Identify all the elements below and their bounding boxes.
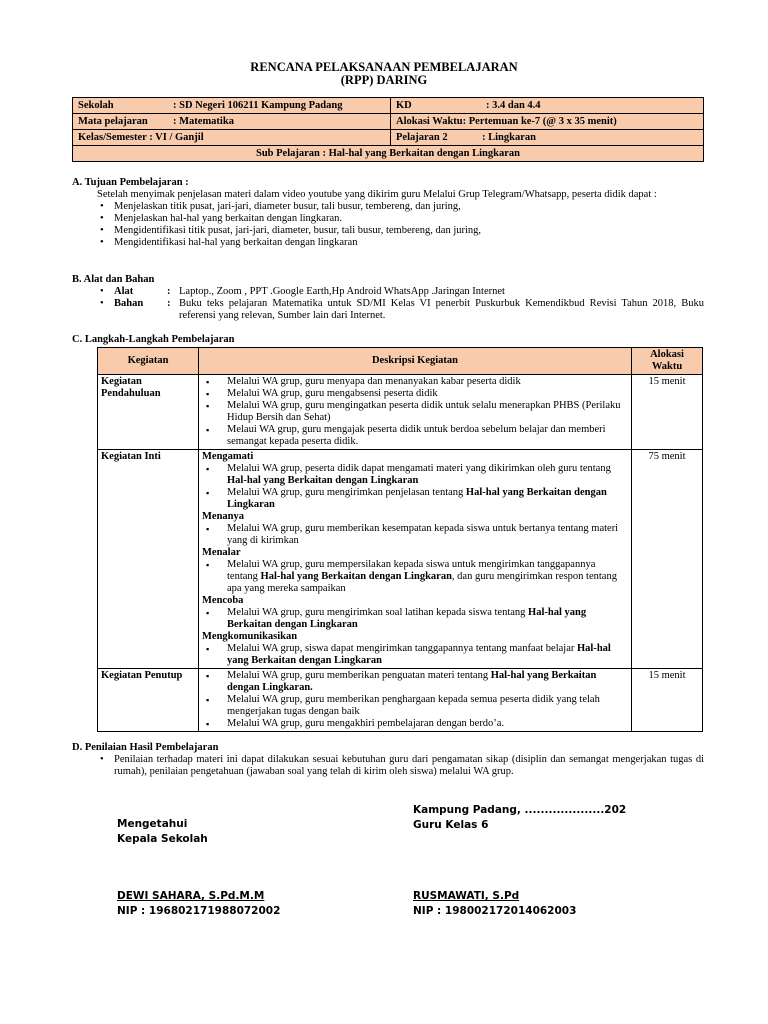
list-item: ▪ Melalui WA grup, guru mengingatkan peserta didik untuk selalu menerapkan PHBS (Perilaku Hidup Bersih dan Sehat) <box>202 400 628 424</box>
document-subtitle: (RPP) DARING <box>340 73 428 87</box>
phase-heading: Menalar <box>202 547 241 558</box>
mapel-cell: Mata pelajaran : Matematika <box>73 114 391 130</box>
list-item: ▪ Melalui WA grup, guru menyapa dan menanyakan kabar peserta didik <box>202 376 628 388</box>
section-b <box>72 274 704 322</box>
phase-heading: Menanya <box>202 511 244 522</box>
guru-name: RUSMAWATI, S.Pd <box>413 890 520 902</box>
objective-list <box>97 201 704 249</box>
list-item: ▪ Melalui WA grup, guru memberikan kesempatan kepada siswa untuk bertanya tentang materi yang di kirimkan <box>202 523 628 547</box>
list-item: ▪ Melalui WA grup, guru mengakhiri pembelajaran dengan berdo’a. <box>202 718 628 730</box>
guru-nip: NIP : 198002172014062003 <box>413 905 577 917</box>
mengetahui-label: Mengetahui <box>117 818 188 830</box>
place-date: Kampung Padang, ....................202 <box>413 804 627 816</box>
bahan-row: • Bahan : Buku teks pelajaran Matematika untuk SD/MI Kelas VI penerbit Puskurbuk Kemendikbud Revisi Tahun 2018, Buku referensi yang relevan, Sumber lain dari Internet. <box>97 298 704 322</box>
list-item: ▪ Melalui WA grup, guru mengabsensi peserta didik <box>202 388 628 400</box>
table-row: Kegiatan Inti Mengamati ▪ Melalui WA grup, peserta didik dapat mengamati materi yang dikirimkan oleh guru tentang Hal-hal yang Berkaitan dengan Lingkaran ▪ Melalui WA grup, guru mengirimkan penjelasan tentang Hal-hal yang Berkaitan dengan Lingkaran Menanya ▪ Melalui WA grup, guru memberikan kesempatan kepada siswa untuk bertanya tentang materi yang di kirimkan Menalar ▪ Melalui WA grup, guru mempersilakan kepada siswa untuk mengirimkan tanggapannya tentang Hal-hal yang Berkaitan dengan Lingkaran, dan guru mengirimkan respon tentang apa yang mereka sampaikan Mencoba ▪ Melalui WA grup, guru mengirimkan soal latihan kepada siswa tentang Hal-hal yang Berkaitan dengan Lingkaran Mengkomunikasikan ▪ Melalui WA grup, siswa dapat mengirimkan tanggapannya tentang manfaat belajar Hal-hal yang Berkaitan dengan Lingkaran 75 menit <box>98 450 703 669</box>
table-row: Kegiatan Pendahuluan ▪ Melalui WA grup, guru menyapa dan menanyakan kabar peserta didik ▪ Melalui WA grup, guru mengabsensi peserta didik ▪ Melalui WA grup, guru mengingatkan peserta didik untuk selalu menerapkan PHBS (Perilaku Hidup Bersih dan Sehat) ▪ Melaui WA grup, guru mengajak peserta didik untuk berdoa sebelum belajar dan memberi semangat kepada peserta didik. 15 menit <box>98 375 703 450</box>
col-deskripsi-header: Deskripsi Kegiatan <box>199 348 632 375</box>
phase-heading: Mengamati <box>202 451 254 462</box>
list-item: ▪ Melalui WA grup, peserta didik dapat mengamati materi yang dikirimkan oleh guru tentang Hal-hal yang Berkaitan dengan Lingkaran <box>202 463 628 487</box>
section-c-heading: C. Langkah-Langkah Pembelajaran <box>72 334 235 345</box>
section-a-intro: Setelah menyimak penjelasan materi dalam video youtube yang dikirim guru Melalui Grup Telegram/Whatsapp, peserta didik dapat : <box>97 189 657 200</box>
document-title: RENCANA PELAKSANAAN PEMBELAJARAN <box>250 60 518 74</box>
list-item: • Menjelaskan titik pusat, jari-jari, diameter busur, tali busur, tembereng, dan juring, <box>97 201 704 213</box>
kepala-nip: NIP : 196802171988072002 <box>117 905 281 917</box>
alokasi-cell: Alokasi Waktu: Pertemuan ke-7 (@ 3 x 35 menit) <box>391 114 704 130</box>
phase-heading: Mengkomunikasikan <box>202 631 298 642</box>
section-a-heading: A. Tujuan Pembelajaran : <box>72 177 189 188</box>
alat-row: • Alat : Laptop., Zoom , PPT .Google Earth,Hp Android WhatsApp .Jaringan Internet <box>97 286 704 298</box>
steps-table <box>97 347 703 732</box>
section-d-heading: D. Penilaian Hasil Pembelajaran <box>72 742 219 753</box>
col-alokasi-header: Alokasi Waktu <box>632 348 703 375</box>
list-item: ▪ Melalui WA grup, guru memberikan penghargaan kepada semua peserta didik yang telah mengerjakan tugas dengan baik <box>202 694 628 718</box>
kd-cell: KD : 3.4 dan 4.4 <box>391 98 704 114</box>
phase-heading: Mencoba <box>202 595 244 606</box>
list-item: • Menjelaskan hal-hal yang berkaitan dengan lingkaran. <box>97 213 704 225</box>
sekolah-cell: Sekolah : SD Negeri 106211 Kampung Padang <box>73 98 391 114</box>
list-item: ▪ Melalui WA grup, guru mengirimkan soal latihan kepada siswa tentang Hal-hal yang Berkaitan dengan Lingkaran <box>202 607 628 631</box>
identity-table <box>72 97 704 162</box>
list-item: • Penilaian terhadap materi ini dapat dilakukan sesuai kebutuhan guru dari pengamatan sikap (disiplin dan semangat mengerjakan tugas di rumah), penilaian pengetahuan (jawaban soal yang telah di kirim oleh siswa) melalui WA grup. <box>97 754 704 778</box>
list-item: • Mengidentifikasi titik pusat, jari-jari, diameter, busur, tali busur, tembereng, dan juring, <box>97 225 704 237</box>
kelas-cell: Kelas/Semester : VI / Ganjil <box>73 130 391 146</box>
section-b-heading: B. Alat dan Bahan <box>72 274 155 285</box>
pelajaran-cell: Pelajaran 2 : Lingkaran <box>391 130 704 146</box>
list-item: ▪ Melalui WA grup, guru mengirimkan penjelasan tentang Hal-hal yang Berkaitan dengan Lingkaran <box>202 487 628 511</box>
list-item: ▪ Melaui WA grup, guru mengajak peserta didik untuk berdoa sebelum belajar dan memberi semangat kepada peserta didik. <box>202 424 628 448</box>
list-item: ▪ Melalui WA grup, guru mempersilakan kepada siswa untuk mengirimkan tanggapannya tentang Hal-hal yang Berkaitan dengan Lingkaran, dan guru mengirimkan respon tentang apa yang mereka sampaikan <box>202 559 628 595</box>
list-item: • Mengidentifikasi hal-hal yang berkaitan dengan lingkaran <box>97 237 704 249</box>
section-a <box>72 177 704 249</box>
section-d <box>72 742 704 778</box>
sub-pelajaran-cell: Sub Pelajaran : Hal-hal yang Berkaitan dengan Lingkaran <box>73 146 704 162</box>
table-row: Kegiatan Penutup ▪ Melalui WA grup, guru memberikan penguatan materi tentang Hal-hal yang Berkaitan dengan Lingkaran. ▪ Melalui WA grup, guru memberikan penghargaan kepada semua peserta didik yang telah mengerjakan tugas dengan baik ▪ Melalui WA grup, guru mengakhiri pembelajaran dengan berdo’a. 15 menit <box>98 669 703 732</box>
kepala-title: Kepala Sekolah <box>117 833 208 845</box>
guru-title: Guru Kelas 6 <box>413 819 489 831</box>
kepala-name: DEWI SAHARA, S.Pd.M.M <box>117 890 265 902</box>
list-item: ▪ Melalui WA grup, siswa dapat mengirimkan tanggapannya tentang manfaat belajar Hal-hal yang Berkaitan dengan Lingkaran <box>202 643 628 667</box>
list-item: ▪ Melalui WA grup, guru memberikan penguatan materi tentang Hal-hal yang Berkaitan dengan Lingkaran. <box>202 670 628 694</box>
col-kegiatan-header: Kegiatan <box>98 348 199 375</box>
